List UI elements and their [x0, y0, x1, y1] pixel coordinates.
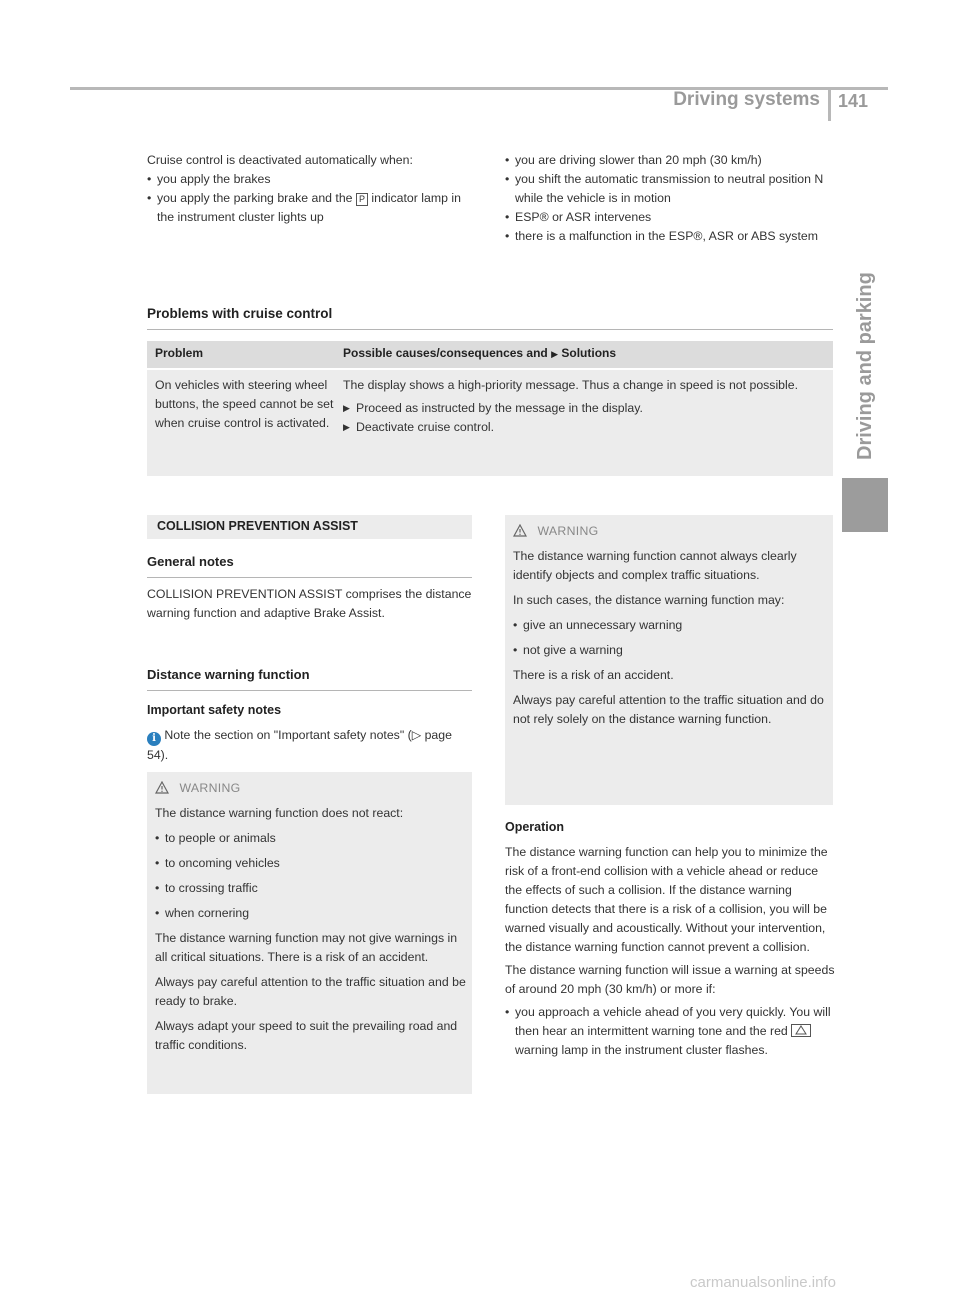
info-note-text: Note the section on "Important safety notes" (▷ page 54). [147, 728, 452, 762]
general-notes-text: COLLISION PREVENTION ASSIST comprises the distance warning function and adaptive Brake Assist. [147, 587, 472, 620]
warning-paragraph: The distance warning function may not give warnings in all critical situations. There is a risk of an accident. [155, 931, 458, 964]
bullet-item [505, 1003, 835, 1060]
row-problem: On vehicles with steering wheel buttons, the speed cannot be set when cruise control is activated. [155, 378, 334, 430]
warning-lead: The distance warning function does not react: [155, 806, 404, 820]
warning-label: WARNING [537, 524, 599, 538]
warning-title [155, 779, 241, 797]
bullet-item: • you are driving slower than 20 mph (30 km/h) [505, 151, 837, 170]
operation-heading: Operation [505, 820, 565, 834]
operation-paragraph: The distance warning function can help you to minimize the risk of a front-end collision with a vehicle ahead or reduce the effects of such a collision. If the distance warning function detects that there is a risk of a collision, you will be warned visually and acoustically. Without your intervention, the distance warning function cannot prevent a collision. [505, 845, 828, 954]
col-solutions-label: Possible causes/consequences and [343, 346, 548, 360]
warning-box [505, 515, 833, 805]
bullet-item: • to people or animals [155, 829, 467, 848]
cruise-deactivation-right [505, 151, 837, 246]
warning-box [147, 772, 472, 1094]
row-cause: The display shows a high-priority message. Thus a change in speed is not possible. [343, 378, 799, 392]
operation-body [505, 843, 835, 1060]
bullet-text-cont: indicator lamp in the instrument cluster lights up [157, 191, 461, 224]
bullet-text: you approach a vehicle ahead of you very quickly. You will then hear an intermittent warning tone and the red [515, 1005, 831, 1038]
section-rule [147, 690, 472, 691]
warning-paragraph: Always pay careful attention to the traffic situation and do not rely solely on the distance warning function. [513, 693, 824, 726]
solution-step [343, 399, 829, 418]
bullet-item: • not give a warning [513, 641, 828, 660]
solution-step-text: Deactivate cruise control. [356, 420, 495, 434]
page-header-title: Driving systems [673, 89, 820, 110]
collision-section-title-bar [147, 515, 472, 539]
warning-label: WARNING [179, 781, 241, 795]
bullet-item: • you apply the brakes [147, 170, 472, 189]
warning-body [155, 804, 467, 1055]
warning-triangle-icon [513, 524, 527, 537]
bullet-item: • to crossing traffic [155, 879, 467, 898]
warning-paragraph: There is a risk of an accident. [513, 668, 674, 682]
arrow-icon: ▶ [343, 422, 350, 432]
info-icon: i [147, 732, 161, 746]
cruise-deactivation-lead: Cruise control is deactivated automatically when: [147, 153, 413, 167]
col-solutions-tail: Solutions [561, 346, 617, 360]
bullet-item: • ESP® or ASR intervenes [505, 208, 837, 227]
bullet-item: • to oncoming vehicles [155, 854, 467, 873]
arrow-icon: ▶ [551, 349, 559, 359]
solution-step [343, 418, 829, 437]
collision-section-title: COLLISION PREVENTION ASSIST [157, 519, 358, 533]
warning-body [513, 547, 828, 729]
bullet-item: • give an unnecessary warning [513, 616, 828, 635]
side-tab-label: Driving and parking [854, 272, 876, 460]
warning-triangle-icon [155, 781, 169, 794]
section-rule [147, 577, 472, 578]
warning-title [513, 522, 599, 540]
warning-paragraph: The distance warning function cannot always clearly identify objects and complex traffic situations. [513, 549, 797, 582]
problems-table-row [147, 370, 833, 476]
col-problem-header: Problem [155, 346, 204, 360]
operation-paragraph: The distance warning function will issue a warning at speeds of around 20 mph (30 km/h) or more if: [505, 963, 835, 996]
bullet-item: • there is a malfunction in the ESP®, ASR or ABS system [505, 227, 837, 246]
solution-step-text: Proceed as instructed by the message in the display. [356, 401, 643, 415]
general-notes-heading: General notes [147, 554, 234, 569]
warning-paragraph: Always adapt your speed to suit the prevailing road and traffic conditions. [155, 1019, 458, 1052]
warning-paragraph: Always pay careful attention to the traffic situation and be ready to brake. [155, 975, 466, 1008]
arrow-icon: ▶ [343, 403, 350, 413]
bullet-item: • when cornering [155, 904, 467, 923]
section-rule [147, 329, 833, 330]
bullet-item: • you shift the automatic transmission to neutral position N while the vehicle is in motion [505, 170, 837, 208]
problems-heading: Problems with cruise control [147, 306, 333, 321]
problems-table-header [147, 341, 833, 368]
warning-paragraph: In such cases, the distance warning function may: [513, 593, 785, 607]
bullet-item [147, 189, 472, 227]
parking-brake-lamp-icon: P [356, 193, 368, 206]
header-separator [828, 87, 831, 121]
safety-notes-heading: Important safety notes [147, 703, 282, 717]
page-number: 141 [838, 91, 869, 111]
col-solutions-header [343, 346, 616, 360]
distance-warning-heading: Distance warning function [147, 667, 310, 682]
bullet-text-cont: warning lamp in the instrument cluster flashes. [515, 1043, 768, 1057]
row-solutions [343, 376, 829, 437]
side-tab-marker [842, 478, 888, 532]
bullet-text: you apply the parking brake and the [157, 191, 353, 205]
distance-warning-lamp-icon [791, 1024, 811, 1037]
footer-watermark: carmanualsonline.info [690, 1274, 836, 1291]
cruise-deactivation-left [147, 151, 472, 227]
info-note [147, 726, 472, 765]
